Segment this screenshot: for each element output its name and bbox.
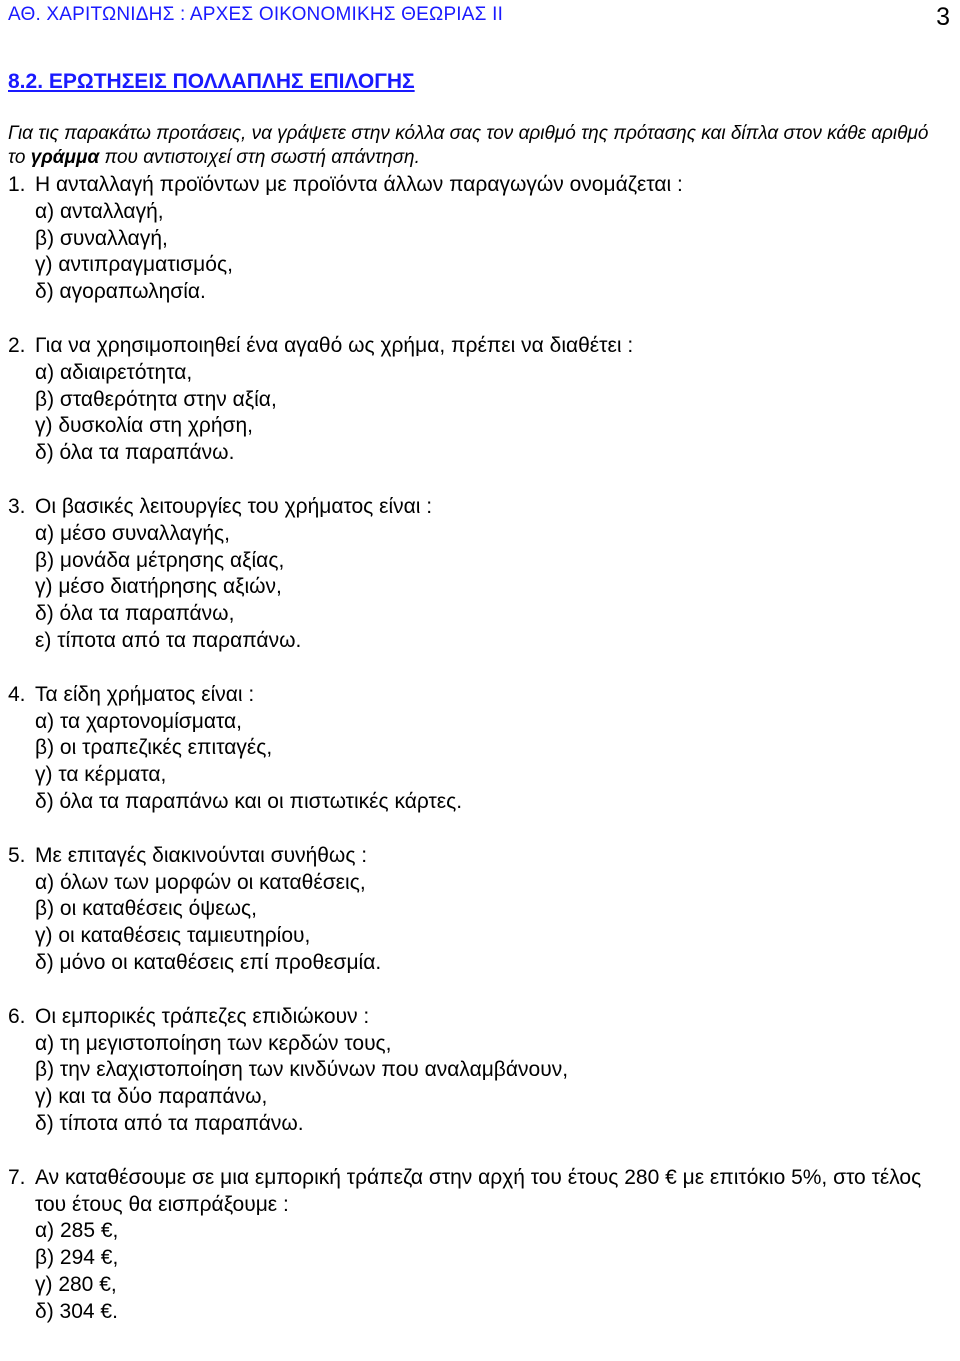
question-3 [8,494,953,655]
answer-option: δ) τίποτα από τα παραπάνω. [35,1111,304,1135]
question-number: 5. [8,843,26,867]
answer-option: γ) δυσκολία στη χρήση, [35,414,254,438]
answer-option: α) όλων των μορφών οι καταθέσεις, [35,870,366,894]
answer-option: β) 294 €, [35,1246,119,1270]
answer-option: ε) τίποτα από τα παραπάνω. [35,628,302,652]
answer-option: α) ανταλλαγή, [35,199,164,223]
question-7 [8,1165,953,1326]
answer-option: α) αδιαιρετότητα, [35,360,193,384]
answer-option: α) μέσο συναλλαγής, [35,521,230,545]
question-text: Αν καταθέσουμε σε μια εμπορική τράπεζα στην αρχή του έτους 280 € με επιτόκιο 5%, στο τέλος του έτους θα εισπράξουμε : [35,1165,922,1216]
question-6 [8,1004,953,1138]
answer-option: δ) όλα τα παραπάνω, [35,602,235,626]
instructions [8,122,948,170]
answer-option: β) συναλλαγή, [35,226,168,250]
question-number: 7. [8,1165,26,1189]
answer-option: β) οι τραπεζικές επιταγές, [35,736,273,760]
answer-option: γ) 280 €, [35,1272,117,1296]
answer-option: δ) όλα τα παραπάνω. [35,441,235,465]
answer-option: α) τα χαρτονομίσματα, [35,709,242,733]
instructions-text-after: που αντιστοιχεί στη σωστή απάντηση. [99,147,420,168]
question-number: 6. [8,1004,26,1028]
question-number: 4. [8,682,26,706]
answer-option: γ) οι καταθέσεις ταμιευτηρίου, [35,924,311,948]
question-4 [8,682,953,816]
answer-option: β) την ελαχιστοποίηση των κινδύνων που αναλαμβάνουν, [35,1058,569,1082]
question-number: 3. [8,494,26,518]
question-text: Για να χρησιμοποιηθεί ένα αγαθό ως χρήμα, πρέπει να διαθέτει : [35,333,634,357]
question-text: Με επιταγές διακινούνται συνήθως : [35,843,368,867]
answer-option: δ) αγοραπωλησία. [35,280,206,304]
question-2 [8,333,953,467]
question-5 [8,843,953,977]
question-text: Η ανταλλαγή προϊόντων με προϊόντα άλλων παραγωγών ονομάζεται : [35,173,683,196]
answer-option: β) σταθερότητα στην αξία, [35,387,277,411]
page-number: 3 [936,3,950,31]
question-list [8,172,953,1325]
answer-option: α) 285 €, [35,1219,119,1243]
question-number: 1. [8,173,26,196]
answer-option: γ) μέσο διατήρησης αξιών, [35,575,282,599]
section-title: 8.2. ΕΡΩΤΗΣΕΙΣ ΠΟΛΛΑΠΛΗΣ ΕΠΙΛΟΓΗΣ [8,70,415,93]
instructions-text-before: Για τις παρακάτω προτάσεις, να γράψετε στην κόλλα σας τον αριθμό της πρότασης και δίπλα στον κάθε αριθμό το [8,123,929,168]
instructions-emphasis: γράμμα [30,147,100,168]
question-number: 2. [8,333,26,357]
answer-option: α) τη μεγιστοποίηση των κερδών τους, [35,1031,392,1055]
question-text: Τα είδη χρήματος είναι : [35,682,255,706]
answer-option: γ) και τα δύο παραπάνω, [35,1085,268,1109]
question-text: Οι βασικές λειτουργίες του χρήματος είναι : [35,494,433,518]
answer-option: δ) μόνο οι καταθέσεις επί προθεσμία. [35,950,382,974]
question-text: Οι εμπορικές τράπεζες επιδιώκουν : [35,1004,370,1028]
answer-option: β) οι καταθέσεις όψεως, [35,897,257,921]
question-1 [8,172,953,306]
answer-option: β) μονάδα μέτρησης αξίας, [35,548,285,572]
answer-option: γ) τα κέρματα, [35,763,167,787]
answer-option: δ) όλα τα παραπάνω και οι πιστωτικές κάρτες. [35,789,463,813]
answer-option: δ) 304 €. [35,1299,118,1323]
answer-option: γ) αντιπραγματισμός, [35,253,233,277]
running-header: ΑΘ. ΧΑΡΙΤΩΝΙΔΗΣ : ΑΡΧΕΣ ΟΙΚΟΝΟΜΙΚΗΣ ΘΕΩΡΙΑΣ ΙΙ [8,4,504,25]
